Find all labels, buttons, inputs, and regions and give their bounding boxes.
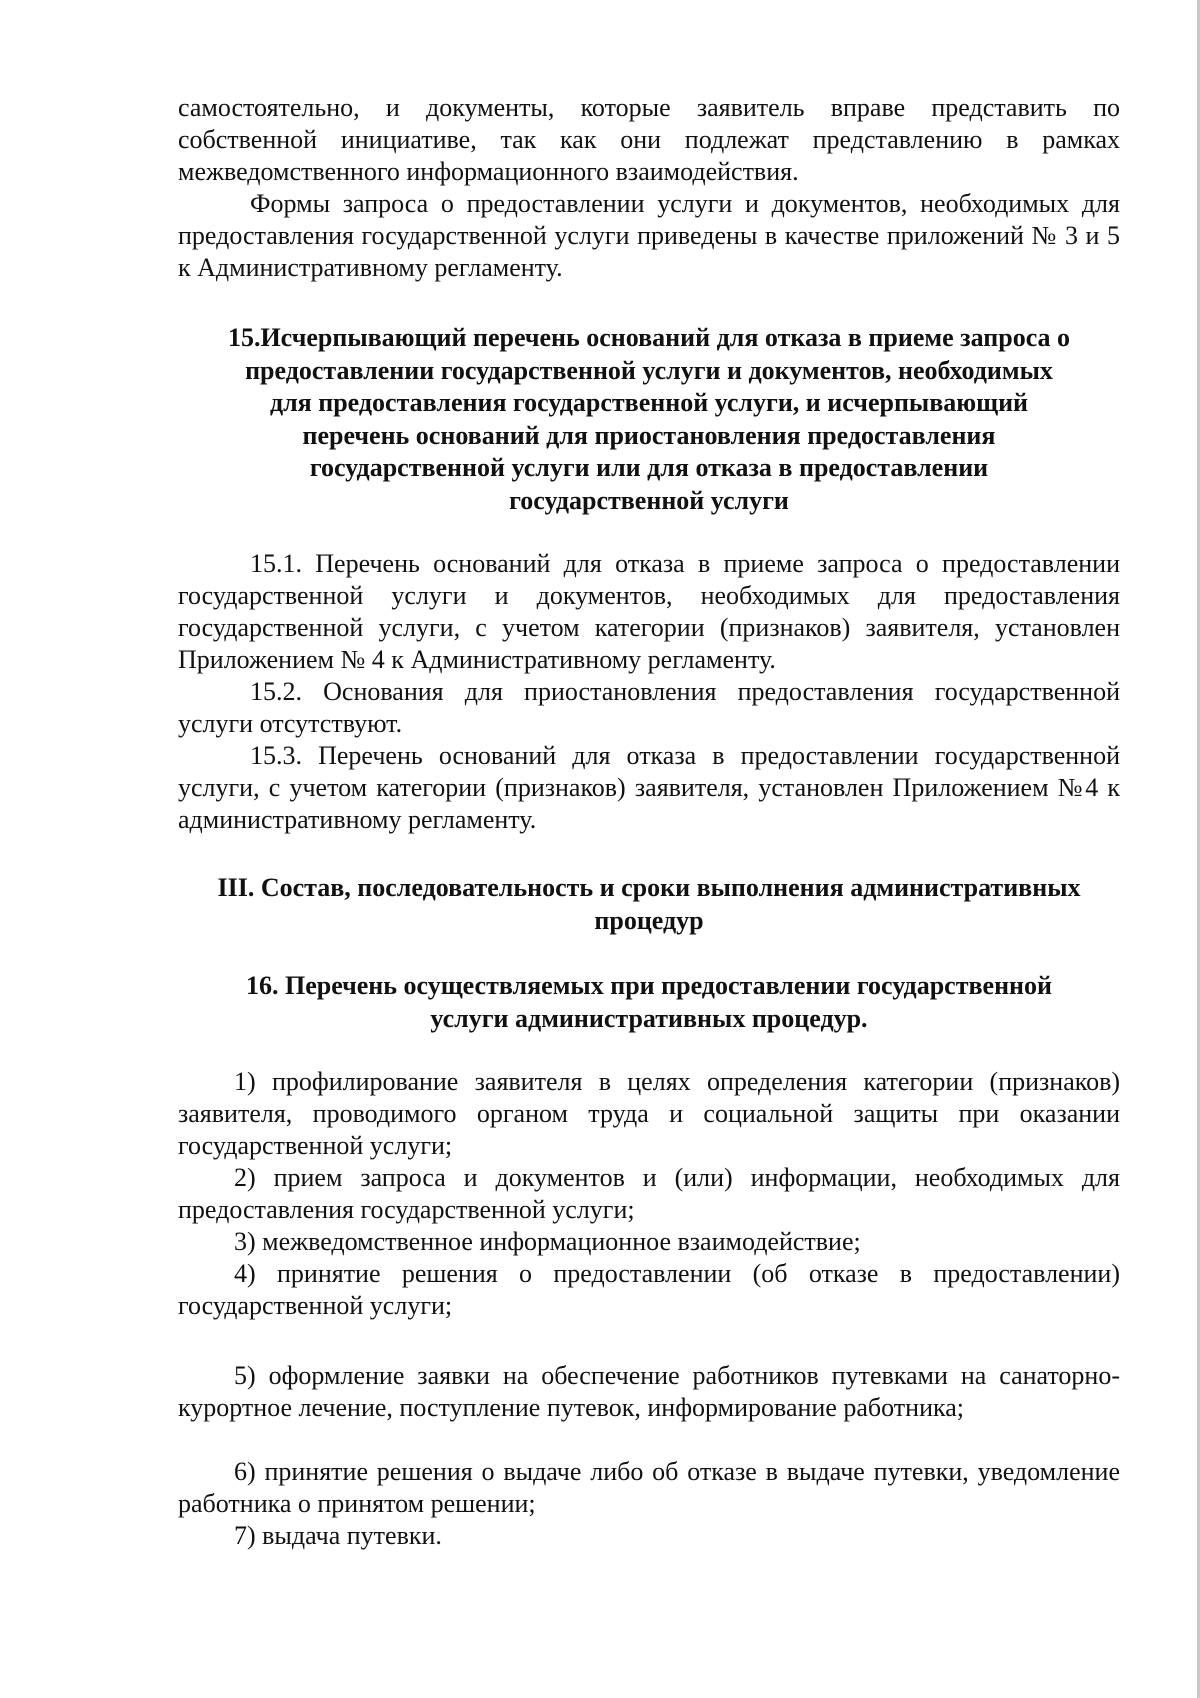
procedure-item-5: 5) оформление заявки на обеспечение работников путевками на санаторно-курортное лечение, поступление путевок, информирование работника; bbox=[178, 1361, 1120, 1422]
heading-line: III. Состав, последовательность и сроки выполнения административных bbox=[217, 873, 1081, 902]
procedure-item-6: 6) принятие решения о выдаче либо об отказе в выдаче путевки, уведомление работника о принятом решении; bbox=[178, 1457, 1120, 1518]
heading-line: перечень оснований для приостановления предоставления bbox=[302, 420, 996, 450]
heading-line: 15.Исчерпывающий перечень оснований для отказа в приеме запроса о bbox=[227, 323, 1071, 352]
paragraph-15-1: 15.1. Перечень оснований для отказа в приеме запроса о предоставлении государственной услуги и документов, необходимых для предоставления государственной услуги, с учетом категории (признаков) заявителя, установлен Приложением № 4 к Административному регламенту. bbox=[178, 549, 1120, 674]
heading-line: услуги административных процедур. bbox=[430, 1003, 868, 1033]
procedure-item-1: 1) профилирование заявителя в целях определения категории (признаков) заявителя, проводимого органом труда и социальной защиты при оказании государственной услуги; bbox=[178, 1067, 1120, 1160]
paragraph-forms: Формы запроса о предоставлении услуги и документов, необходимых для предоставления государственной услуги приведены в качестве приложений № 3 и 5 к Административному регламенту. bbox=[178, 189, 1120, 282]
heading-line: государственной услуги или для отказа в предоставлении bbox=[309, 453, 989, 482]
section-15-heading bbox=[178, 322, 1120, 517]
paragraph-15-2: 15.2. Основания для приостановления предоставления государственной услуги отсутствуют. bbox=[178, 677, 1120, 738]
heading-line: для предоставления государственной услуги, и исчерпывающий bbox=[269, 388, 1029, 417]
heading-line: предоставлении государственной услуги и документов, необходимых bbox=[245, 355, 1053, 385]
paragraph-15-3: 15.3. Перечень оснований для отказа в предоставлении государственной услуги, с учетом категории (признаков) заявителя, установлен Приложением №4 к административному регламенту. bbox=[178, 741, 1120, 834]
heading-line: процедур bbox=[594, 905, 704, 935]
paragraph-continuation: самостоятельно, и документы, которые заявитель вправе представить по собственной инициативе, так как они подлежат представлению в рамках межведомственного информационного взаимодействия. bbox=[178, 93, 1120, 186]
section-3-heading bbox=[178, 872, 1120, 937]
heading-line: государственной услуги bbox=[509, 485, 789, 515]
procedure-item-4: 4) принятие решения о предоставлении (об отказе в предоставлении) государственной услуги; bbox=[178, 1259, 1120, 1320]
section-16-heading bbox=[178, 970, 1120, 1035]
procedure-item-3: 3) межведомственное информационное взаимодействие; bbox=[234, 1227, 861, 1256]
procedure-item-2: 2) прием запроса и документов и (или) информации, необходимых для предоставления государственной услуги; bbox=[178, 1163, 1120, 1224]
procedure-item-7: 7) выдача путевки. bbox=[234, 1521, 442, 1550]
heading-line: 16. Перечень осуществляемых при предоставлении государственной bbox=[245, 971, 1053, 1000]
